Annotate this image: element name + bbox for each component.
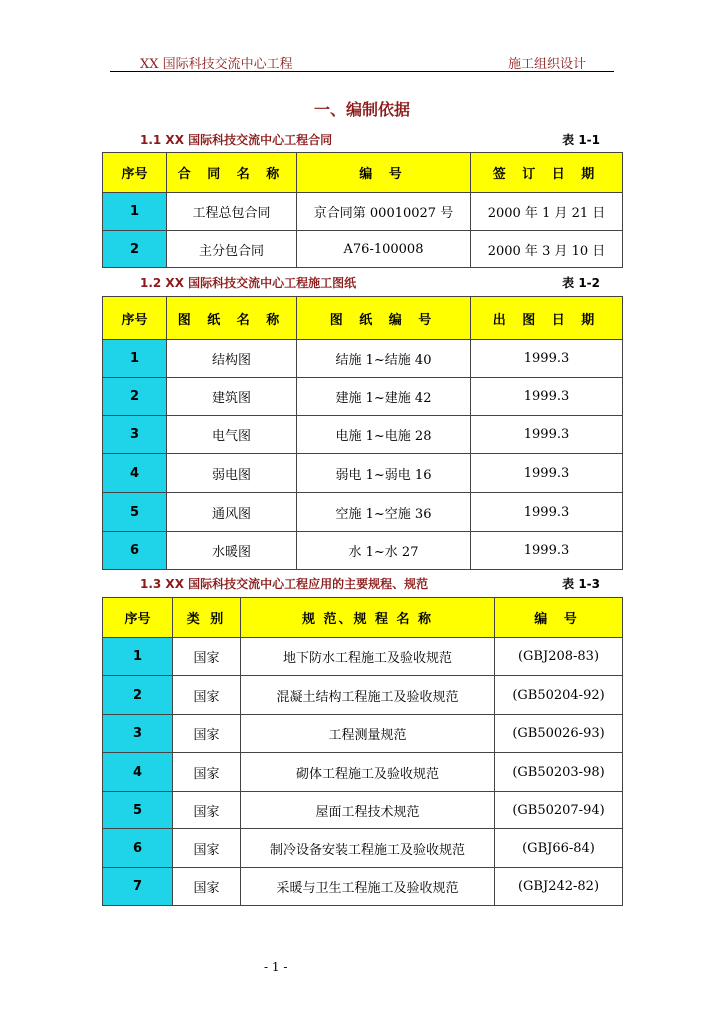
table-cell: 采暖与卫生工程施工及验收规范 bbox=[241, 868, 495, 906]
page-header bbox=[110, 51, 614, 72]
table-cell: 国家 bbox=[173, 676, 241, 715]
row-number: 5 bbox=[103, 792, 173, 829]
drawings-table bbox=[102, 296, 623, 570]
table2-caption: 1.2 XX 国际科技交流中心工程施工图纸 bbox=[140, 276, 357, 290]
table-cell: 结构图 bbox=[167, 340, 297, 378]
table-row bbox=[103, 532, 623, 570]
table1-caption: 1.1 XX 国际科技交流中心工程合同 bbox=[140, 133, 333, 147]
standards-table bbox=[102, 597, 623, 906]
table1-number: 表 1-1 bbox=[562, 133, 600, 147]
header-cell: 规 范、规 程 名 称 bbox=[241, 598, 495, 638]
table3-number: 表 1-3 bbox=[562, 577, 600, 591]
table-cell: 制冷设备安装工程施工及验收规范 bbox=[241, 829, 495, 868]
table-cell: 1999.3 bbox=[471, 532, 623, 570]
table-cell: 通风图 bbox=[167, 493, 297, 532]
header-cell: 签 订 日 期 bbox=[471, 153, 623, 193]
table-cell: A76-100008 bbox=[297, 231, 471, 268]
table2-caption-row bbox=[140, 274, 600, 292]
table-cell: (GB50026-93) bbox=[495, 715, 623, 753]
page-number: - 1 - bbox=[264, 960, 288, 974]
row-number: 1 bbox=[103, 193, 167, 231]
row-number: 2 bbox=[103, 378, 167, 416]
table-cell: 国家 bbox=[173, 753, 241, 792]
row-number: 5 bbox=[103, 493, 167, 532]
table-cell: 1999.3 bbox=[471, 416, 623, 454]
table-cell: 屋面工程技术规范 bbox=[241, 792, 495, 829]
header-cell: 序号 bbox=[103, 153, 167, 193]
row-number: 3 bbox=[103, 416, 167, 454]
row-number: 4 bbox=[103, 753, 173, 792]
table-cell: 2000 年 3 月 10 日 bbox=[471, 231, 623, 268]
table-cell: 国家 bbox=[173, 829, 241, 868]
table-cell: 工程总包合同 bbox=[167, 193, 297, 231]
table-row bbox=[103, 231, 623, 268]
contract-table bbox=[102, 152, 623, 268]
row-number: 2 bbox=[103, 676, 173, 715]
header-cell: 编 号 bbox=[297, 153, 471, 193]
table-cell: 建筑图 bbox=[167, 378, 297, 416]
table1-caption-row bbox=[140, 131, 600, 149]
header-cell: 出 图 日 期 bbox=[471, 297, 623, 340]
table-cell: 京合同第 00010027 号 bbox=[297, 193, 471, 231]
table-row bbox=[103, 868, 623, 906]
section-title: 一、编制依据 bbox=[313, 100, 410, 119]
table-cell: 工程测量规范 bbox=[241, 715, 495, 753]
table-cell: 2000 年 1 月 21 日 bbox=[471, 193, 623, 231]
table3-caption: 1.3 XX 国际科技交流中心工程应用的主要规程、规范 bbox=[140, 577, 429, 591]
table-cell: (GBJ242-82) bbox=[495, 868, 623, 906]
table-cell: 弱电 1~弱电 16 bbox=[297, 454, 471, 493]
table-cell: (GB50204-92) bbox=[495, 676, 623, 715]
header-cell: 序号 bbox=[103, 297, 167, 340]
table-row bbox=[103, 416, 623, 454]
table-row bbox=[103, 340, 623, 378]
table-cell: 国家 bbox=[173, 868, 241, 906]
table-cell: 结施 1~结施 40 bbox=[297, 340, 471, 378]
table-cell: 水暖图 bbox=[167, 532, 297, 570]
table-cell: 1999.3 bbox=[471, 340, 623, 378]
row-number: 2 bbox=[103, 231, 167, 268]
header-doc-type: 施工组织设计 bbox=[507, 57, 586, 72]
table-row bbox=[103, 454, 623, 493]
table-cell: 1999.3 bbox=[471, 454, 623, 493]
row-number: 7 bbox=[103, 868, 173, 906]
header-cell: 类 别 bbox=[173, 598, 241, 638]
table-cell: 国家 bbox=[173, 715, 241, 753]
table-cell: (GB50207-94) bbox=[495, 792, 623, 829]
table-cell: (GBJ66-84) bbox=[495, 829, 623, 868]
row-number: 1 bbox=[103, 638, 173, 676]
table-cell: 水 1~水 27 bbox=[297, 532, 471, 570]
header-project-name: XX 国际科技交流中心工程 bbox=[140, 57, 293, 72]
header-cell: 序号 bbox=[103, 598, 173, 638]
table-header-row bbox=[103, 598, 623, 638]
table-cell: 混凝土结构工程施工及验收规范 bbox=[241, 676, 495, 715]
table-row bbox=[103, 378, 623, 416]
row-number: 6 bbox=[103, 532, 167, 570]
row-number: 4 bbox=[103, 454, 167, 493]
table-cell: 电气图 bbox=[167, 416, 297, 454]
table-row bbox=[103, 493, 623, 532]
table-cell: 空施 1~空施 36 bbox=[297, 493, 471, 532]
row-number: 6 bbox=[103, 829, 173, 868]
header-cell: 图 纸 编 号 bbox=[297, 297, 471, 340]
table-cell: 地下防水工程施工及验收规范 bbox=[241, 638, 495, 676]
header-cell: 合 同 名 称 bbox=[167, 153, 297, 193]
table-row bbox=[103, 792, 623, 829]
table-cell: 砌体工程施工及验收规范 bbox=[241, 753, 495, 792]
table-row bbox=[103, 715, 623, 753]
table-cell: 弱电图 bbox=[167, 454, 297, 493]
table-cell: (GBJ208-83) bbox=[495, 638, 623, 676]
table-row bbox=[103, 193, 623, 231]
table3-caption-row bbox=[140, 575, 600, 593]
table-row bbox=[103, 753, 623, 792]
table-cell: 电施 1~电施 28 bbox=[297, 416, 471, 454]
table-row bbox=[103, 676, 623, 715]
table-cell: 1999.3 bbox=[471, 378, 623, 416]
table2-number: 表 1-2 bbox=[562, 276, 600, 290]
table-cell: 国家 bbox=[173, 638, 241, 676]
table-cell: (GB50203-98) bbox=[495, 753, 623, 792]
table-row bbox=[103, 638, 623, 676]
table-row bbox=[103, 829, 623, 868]
table-header-row bbox=[103, 297, 623, 340]
table-header-row bbox=[103, 153, 623, 193]
table-cell: 主分包合同 bbox=[167, 231, 297, 268]
table-cell: 建施 1~建施 42 bbox=[297, 378, 471, 416]
row-number: 3 bbox=[103, 715, 173, 753]
table-cell: 国家 bbox=[173, 792, 241, 829]
header-cell: 图 纸 名 称 bbox=[167, 297, 297, 340]
header-cell: 编 号 bbox=[495, 598, 623, 638]
row-number: 1 bbox=[103, 340, 167, 378]
table-cell: 1999.3 bbox=[471, 493, 623, 532]
